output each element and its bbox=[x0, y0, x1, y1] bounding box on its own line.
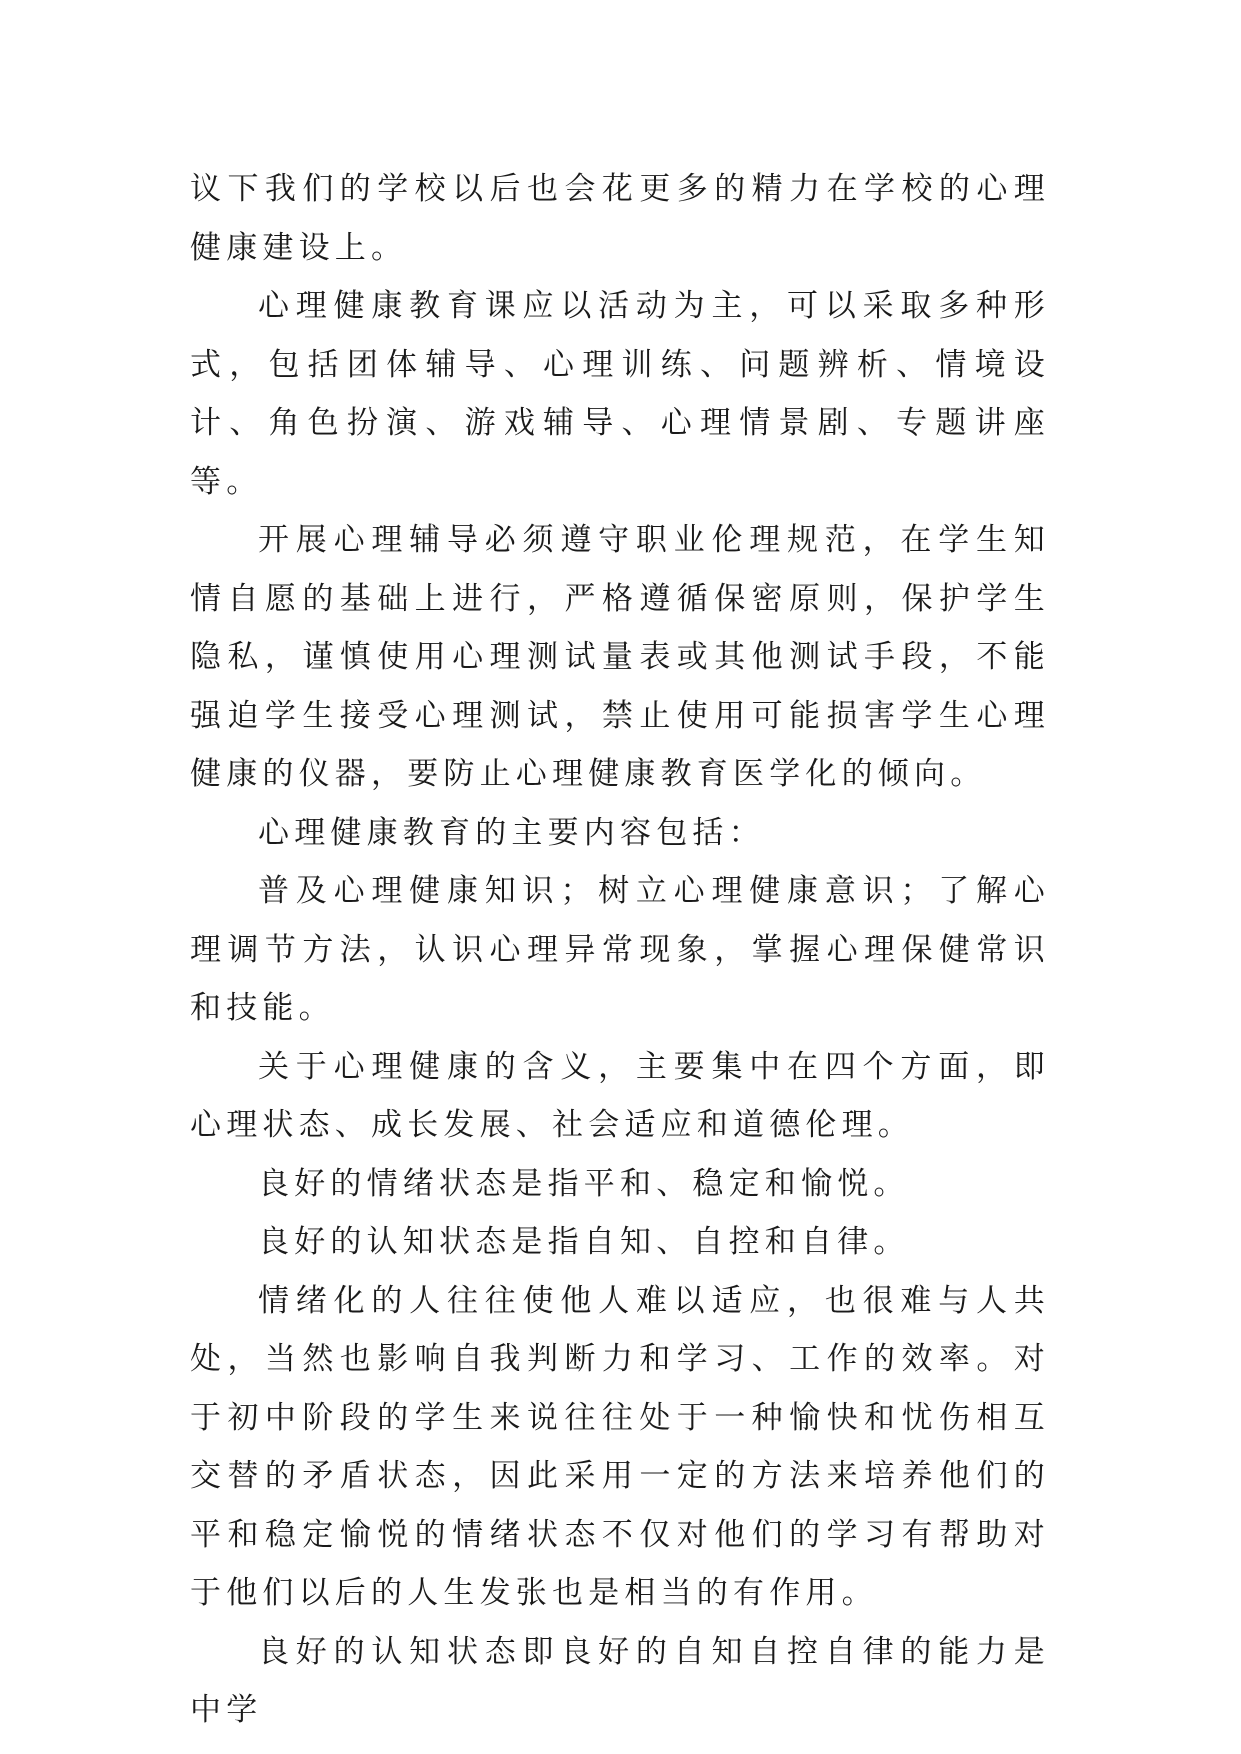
paragraph-3: 开展心理辅导必须遵守职业伦理规范，在学生知情自愿的基础上进行，严格遵循保密原则，保护学生隐私，谨慎使用心理测试量表或其他测试手段，不能强迫学生接受心理测试，禁止使用可能损害学生心理健康的仪器，要防止心理健康教育医学化的倾向。 bbox=[190, 522, 1050, 792]
paragraph-6: 关于心理健康的含义，主要集中在四个方面，即心理状态、成长发展、社会适应和道德伦理。 bbox=[190, 1048, 1050, 1143]
paragraph-7: 良好的情绪状态是指平和、稳定和愉悦。 bbox=[258, 1165, 910, 1202]
paragraph-4: 心理健康教育的主要内容包括： bbox=[258, 814, 765, 851]
paragraph-9: 情绪化的人往往使他人难以适应，也很难与人共处，当然也影响自我判断力和学习、工作的效率。对于初中阶段的学生来说往往处于一种愉快和忧伤相互交替的矛盾状态，因此采用一定的方法来培养他们的平和稳定愉悦的情绪状态不仅对他们的学习有帮助对于他们以后的人生发张也是相当的有作用。 bbox=[190, 1282, 1050, 1611]
paragraph-1: 议下我们的学校以后也会花更多的精力在学校的心理健康建设上。 bbox=[190, 171, 1050, 266]
paragraph-5: 普及心理健康知识；树立心理健康意识；了解心理调节方法，认识心理异常现象，掌握心理保健常识和技能。 bbox=[190, 873, 1050, 1026]
document-page bbox=[190, 160, 1050, 1740]
paragraph-10: 良好的认知状态即良好的自知自控自律的能力是中学 bbox=[190, 1633, 1050, 1728]
paragraph-8: 良好的认知状态是指自知、自控和自律。 bbox=[258, 1224, 910, 1260]
paragraph-2: 心理健康教育课应以活动为主，可以采取多种形式，包括团体辅导、心理训练、问题辨析、情境设计、角色扮演、游戏辅导、心理情景剧、专题讲座等。 bbox=[190, 288, 1050, 500]
